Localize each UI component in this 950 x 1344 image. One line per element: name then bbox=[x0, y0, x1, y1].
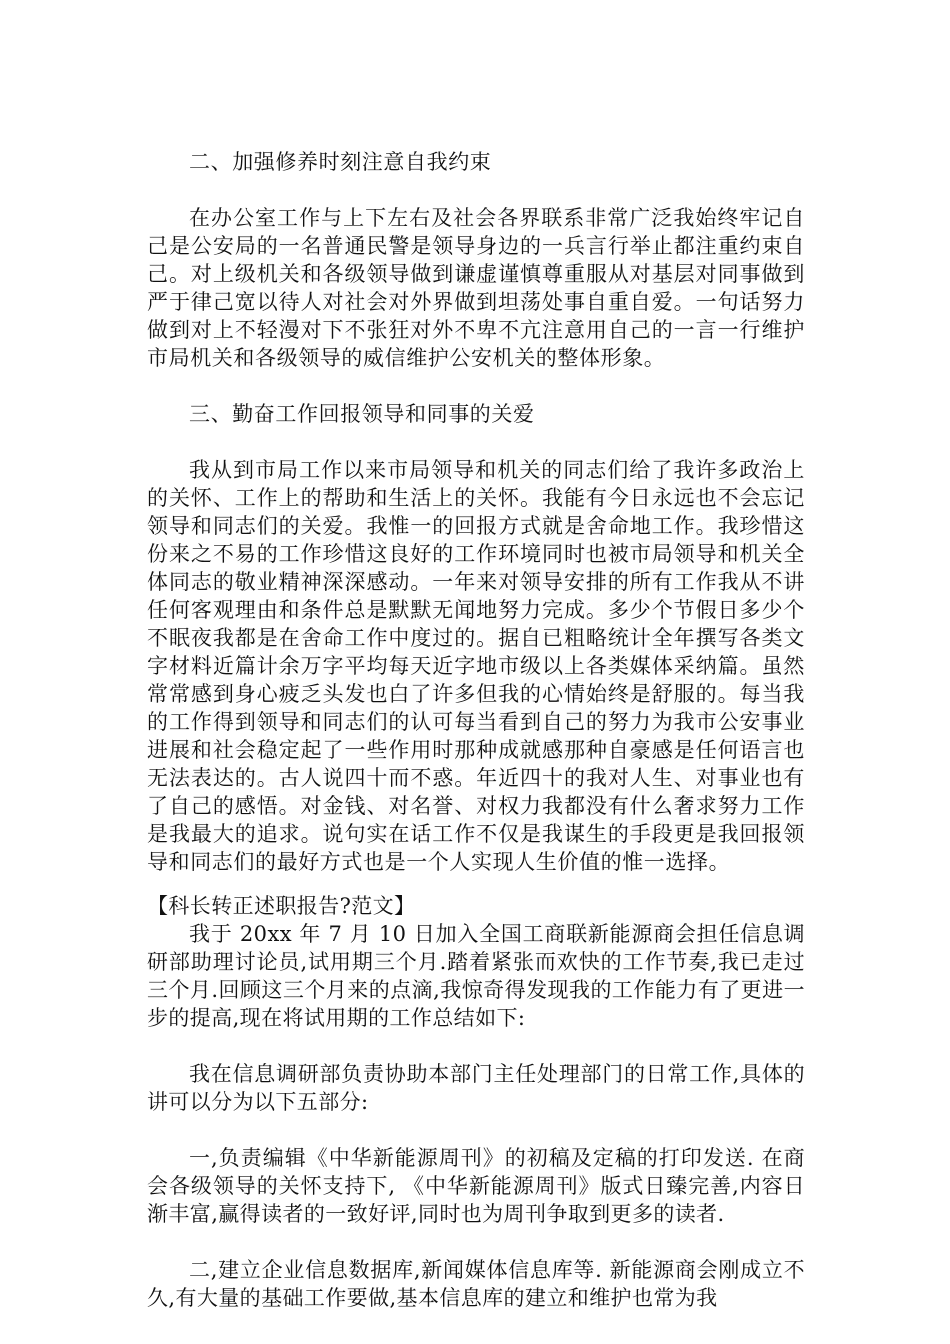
paragraph-item-2: 二,建立企业信息数据库,新闻媒体信息库等. 新能源商会刚成立不久,有大量的基础工作要做,基本信息库的建立和维护也常为我 bbox=[147, 1258, 805, 1310]
section-heading-2: 二、加强修养时刻注意自我约束 bbox=[189, 150, 492, 174]
paragraph-intro: 我于 20xx 年 7 月 10 日加入全国工商联新能源商会担任信息调研部助理讨论员,试用期三个月.踏着紧张而欢快的工作节奏,我已走过三个月.回顾这三个月来的点滴,我惊奇得发现我的工作能力有了更进一步的提高,现在将试用期的工作总结如下: bbox=[147, 922, 805, 1030]
paragraph-self-discipline: 在办公室工作与上下左右及社会各界联系非常广泛我始终牢记自己是公安局的一名普通民警是领导身边的一兵言行举止都注重约束自己。对上级机关和各级领导做到谦虚谨慎尊重服从对基层对同事做到严于律己宽以待人对社会对外界做到坦荡处事自重自爱。一句话努力做到对上不轻漫对下不张狂对外不卑不亢注意用自己的一言一行维护市局机关和各级领导的威信维护公安机关的整体形象。 bbox=[147, 206, 805, 370]
paragraph-item-1: 一,负责编辑《中华新能源周刊》的初稿及定稿的打印发送. 在商会各级领导的关怀支持下, 《中华新能源周刊》版式日臻完善,内容日渐丰富,赢得读者的一致好评,同时也为周刊争取到更多的读者. bbox=[147, 1146, 805, 1226]
paragraph-scope: 我在信息调研部负责协助本部门主任处理部门的日常工作,具体的讲可以分为以下五部分: bbox=[147, 1062, 805, 1114]
section-heading-3: 三、勤奋工作回报领导和同事的关爱 bbox=[189, 402, 535, 426]
report-title: 【科长转正述职报告?范文】 bbox=[147, 894, 416, 918]
paragraph-hard-work: 我从到市局工作以来市局领导和机关的同志们给了我许多政治上的关怀、工作上的帮助和生活上的关怀。我能有今日永远也不会忘记领导和同志们的关爱。我惟一的回报方式就是舍命地工作。我珍惜这份来之不易的工作珍惜这良好的工作环境同时也被市局领导和机关全体同志的敬业精神深深感动。一年来对领导安排的所有工作我从不讲任何客观理由和条件总是默默无闻地努力完成。多少个节假日多少个不眠夜我都是在舍命工作中度过的。据自已粗略统计全年撰写各类文字材料近篇计余万字平均每天近字地市级以上各类媒体采纳篇。虽然常常感到身心疲乏头发也白了许多但我的心情始终是舒服的。每当我的工作得到领导和同志们的认可每当看到自己的努力为我市公安事业进展和社会稳定起了一些作用时那种成就感那种自豪感是任何语言也无法表达的。古人说四十而不惑。年近四十的我对人生、对事业也有了自己的感悟。对金钱、对名誉、对权力我都没有什么奢求努力工作是我最大的追求。说句实在话工作不仅是我谋生的手段更是我回报领导和同志们的最好方式也是一个人实现人生价值的惟一选择。 bbox=[147, 458, 805, 874]
document-page bbox=[147, 148, 805, 1312]
